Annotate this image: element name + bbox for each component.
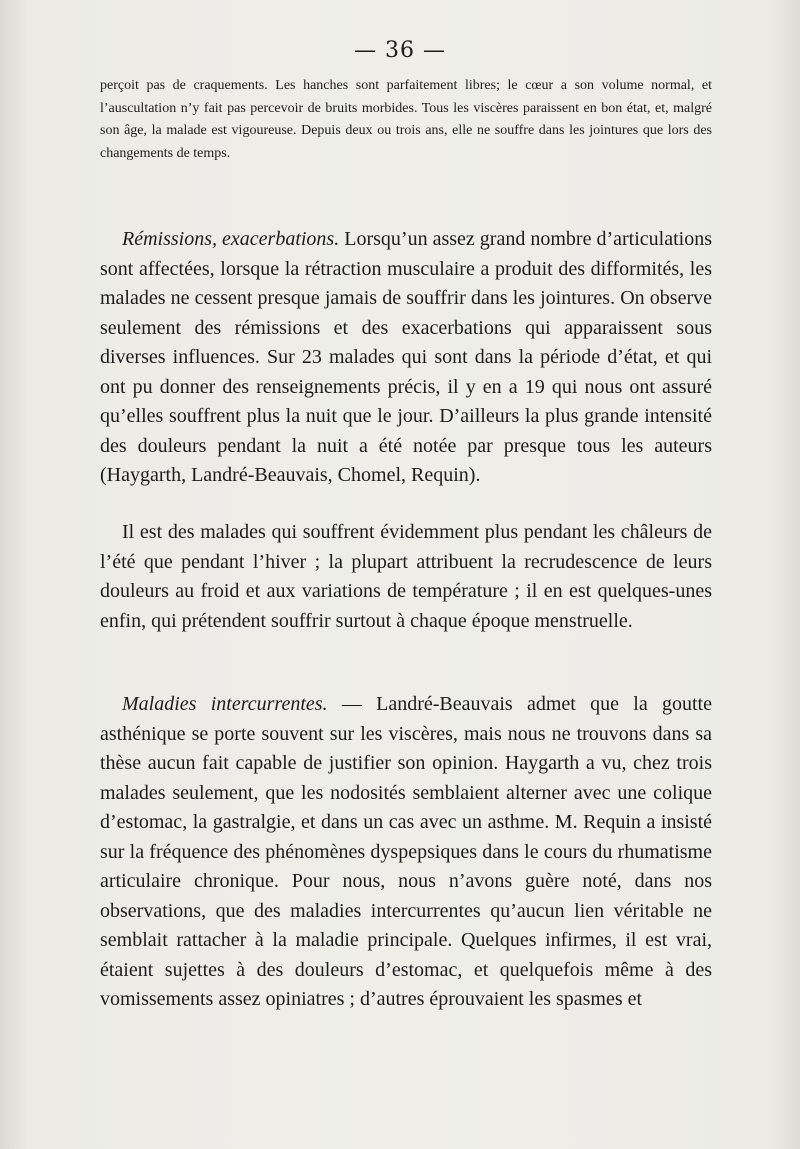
section-heading-maladies: Maladies intercurrentes. [122,693,328,715]
section-text-remissions: Lorsqu’un assez grand nombre d’articulations sont affectées, lorsque la rétraction musculaire a produit des difformités, les malades ne cessent presque jamais de souffrir dans les jointures. On observe seulement des rémissions et des exacerbations qui apparaissent sous diverses influences. Sur 23 malades qui sont dans la période d’état, et qui ont pu donner des renseignements précis, il y en a 19 qui nous ont assuré qu’elles souffrent plus la nuit que le jour. D’ailleurs la plus grande intensité des douleurs pendant la nuit a été notée par presque tous les auteurs (Haygarth, Landré-Beauvais, Chomel, Requin). [100,228,713,486]
paragraph-seasons: Il est des malades qui souffrent évidemment plus pendant les châleurs de l’été que pendant l’hiver ; la plupart attribuent la recrudescence de leurs douleurs au froid et aux variations de température ; il en est quelques-unes enfin, qui prétendent souffrir surtout à chaque époque menstruelle. [100,521,712,632]
continuation-paragraph: perçoit pas de craquements. Les hanches sont parfaitement libres; le cœur a son volume normal, et l’auscultation n’y fait pas percevoir de bruits morbides. Tous les viscères paraissent en bon état, et, malgré son âge, la malade est vigoureuse. Depuis deux ou trois ans, elle ne souffre dans les jointures que lors des changements de temps. [100,78,712,161]
section-remissions [100,225,712,491]
section-maladies [100,690,712,1015]
section-heading-remissions: Rémissions, exacerbations. [122,228,340,250]
page-number: — 36 — [354,38,446,63]
section-text-maladies: — Landré-Beauvais admet que la goutte asthénique se porte souvent sur les viscères, mais nous ne trouvons dans sa thèse aucun fait capable de justifier son opinion. Haygarth a vu, chez trois malades seulement, que les nodosités semblaient alterner avec une colique d’estomac, la gastralgie, et dans un cas avec un asthme. M. Requin a insisté sur la fréquence des phénomènes dyspepsiques dans le cours du rhumatisme articulaire chronique. Pour nous, nous n’avons guère noté, dans nos observations, que des maladies intercurrentes qu’aucun lien véritable ne semblait rattacher à la maladie principale. Quelques infirmes, il est vrai, étaient sujettes à des douleurs d’estomac, et quelquefois même à des vomissements assez opiniatres ; d’autres éprouvaient les spasmes et [100,693,712,1010]
